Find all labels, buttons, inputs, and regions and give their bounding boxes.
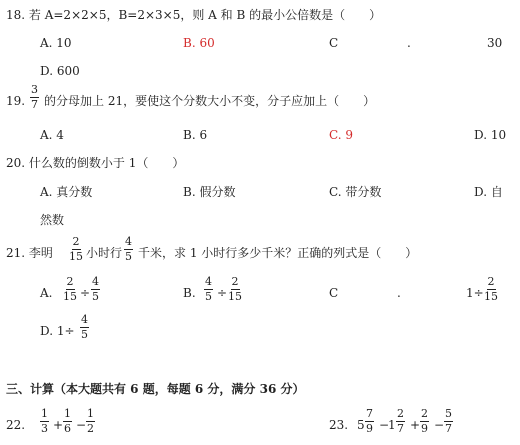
fraction-numerator: 7 <box>366 407 373 420</box>
fraction-numerator: 4 <box>125 235 132 248</box>
fraction-denominator: 5 <box>81 328 88 341</box>
q18-stem: 18. 若 A=2×2×5，B=2×3×5，则 A 和 B 的最小公倍数是（ ） <box>6 8 382 22</box>
fraction-numerator: 1 <box>64 407 71 420</box>
q23-fraction-4 <box>444 408 453 435</box>
q19-option-d: D. 10 <box>474 128 507 142</box>
q23-fraction-3 <box>420 408 429 435</box>
q20-option-d-continued: 然数 <box>40 213 65 227</box>
q21-option-c-label: C <box>329 286 339 300</box>
q22-fraction-3 <box>86 408 95 435</box>
q23-operator-3: − <box>434 418 445 432</box>
fraction-numerator: 2 <box>397 407 404 420</box>
fraction-denominator: 5 <box>205 290 212 303</box>
fraction-numerator: 2 <box>487 275 495 288</box>
q19-option-b: B. 6 <box>183 128 208 142</box>
q23-number: 23. <box>329 418 349 432</box>
fraction-numerator: 5 <box>445 407 452 420</box>
q21-number: 21. 李明 <box>6 246 53 260</box>
q21-option-c-fraction <box>483 276 499 303</box>
fraction-numerator: 2 <box>72 235 80 248</box>
q23-whole-2: 1 <box>388 418 396 432</box>
q21-option-a-fraction-1 <box>62 276 78 303</box>
section-3-title: 三、计算（本大题共有 6 题，每题 6 分，满分 36 分） <box>6 382 305 396</box>
fraction-denominator: 6 <box>64 422 71 435</box>
q18-option-a: A. 10 <box>40 36 72 50</box>
q21-time-fraction <box>68 236 84 263</box>
q22-fraction-2 <box>63 408 72 435</box>
fraction-denominator: 7 <box>397 422 404 435</box>
q21-distance-fraction <box>124 236 133 263</box>
fraction-denominator: 7 <box>445 422 452 435</box>
fraction-numerator: 3 <box>31 83 38 96</box>
q21-option-c-dot: . <box>397 286 401 300</box>
q21-option-d-fraction <box>80 314 89 341</box>
q19-stem: 的分母加上 21，要使这个分数大小不变，分子应加上（ ） <box>44 94 376 108</box>
q18-option-b: B. 60 <box>183 36 215 50</box>
q23-fraction-2 <box>396 408 405 435</box>
q18-option-c-dot: . <box>407 36 411 50</box>
q22-operator-2: − <box>76 418 87 432</box>
fraction-numerator: 2 <box>231 275 239 288</box>
q18-option-c: C <box>329 36 339 50</box>
q18-option-d: D. 600 <box>40 64 80 78</box>
q19-option-a: A. 4 <box>40 128 64 142</box>
fraction-denominator: 15 <box>69 250 83 263</box>
q22-number: 22. <box>6 418 26 432</box>
q21-option-b-fraction-1 <box>204 276 213 303</box>
fraction-denominator: 15 <box>484 290 498 303</box>
q19-option-c: C. 9 <box>329 128 354 142</box>
q19-fraction <box>30 84 39 111</box>
q21-option-a-operator: ÷ <box>80 286 91 300</box>
q21-option-c-expression: 1÷ <box>466 286 484 300</box>
q21-text-hours: 小时行 <box>86 246 123 260</box>
fraction-denominator: 15 <box>63 290 77 303</box>
q20-option-d: D. 自 <box>474 185 503 199</box>
fraction-numerator: 4 <box>205 275 212 288</box>
q21-option-b-fraction-2 <box>227 276 243 303</box>
fraction-denominator: 9 <box>421 422 428 435</box>
q23-operator-2: + <box>410 418 421 432</box>
q21-option-a-fraction-2 <box>91 276 100 303</box>
q23-fraction-1 <box>365 408 374 435</box>
fraction-denominator: 7 <box>31 98 38 111</box>
q21-option-b-operator: ÷ <box>217 286 228 300</box>
q22-fraction-1 <box>40 408 49 435</box>
fraction-numerator: 2 <box>66 275 74 288</box>
q21-stem: 千米，求 1 小时行多少千米？正确的列式是（ ） <box>138 246 418 260</box>
q23-whole-1: 5 <box>357 418 365 432</box>
q20-stem: 20. 什么数的倒数小于 1（ ） <box>6 156 185 170</box>
q21-option-d-label: D. 1÷ <box>40 324 75 338</box>
q23-operator-1: − <box>379 418 390 432</box>
q18-option-c-value: 30 <box>487 36 503 50</box>
q21-option-b-label: B. <box>183 286 196 300</box>
fraction-numerator: 2 <box>421 407 428 420</box>
q21-option-a-label: A. <box>40 286 53 300</box>
q22-operator-1: + <box>53 418 64 432</box>
fraction-denominator: 5 <box>92 290 99 303</box>
fraction-numerator: 4 <box>92 275 99 288</box>
fraction-denominator: 5 <box>125 250 132 263</box>
q20-option-c: C. 带分数 <box>329 185 382 199</box>
fraction-numerator: 1 <box>41 407 48 420</box>
fraction-numerator: 1 <box>87 407 94 420</box>
fraction-denominator: 3 <box>41 422 48 435</box>
fraction-numerator: 4 <box>81 313 88 326</box>
q20-option-a: A. 真分数 <box>40 185 93 199</box>
fraction-denominator: 9 <box>366 422 373 435</box>
q19-number: 19. <box>6 94 26 108</box>
q20-option-b: B. 假分数 <box>183 185 236 199</box>
fraction-denominator: 2 <box>87 422 94 435</box>
fraction-denominator: 15 <box>228 290 242 303</box>
